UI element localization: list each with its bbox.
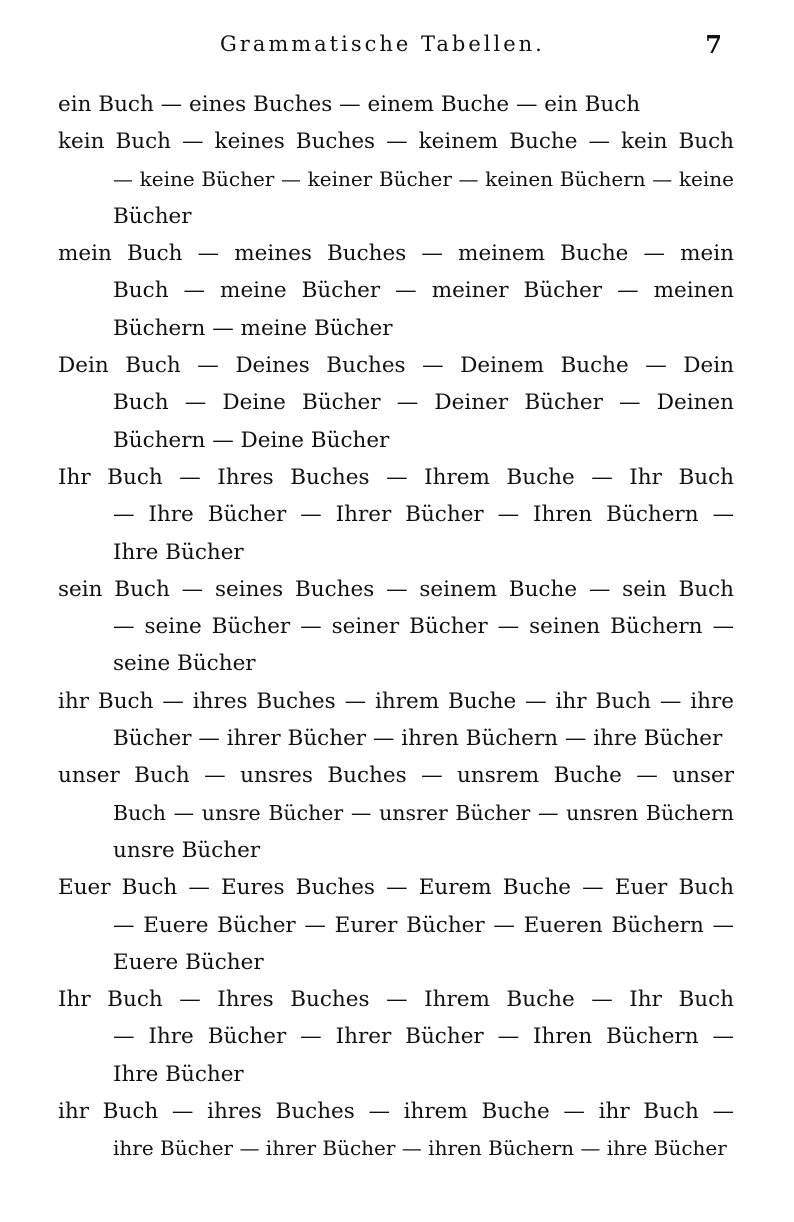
declension-entry <box>58 571 734 683</box>
entry-line: kein Buch — keines Buches — keinem Buche — kein Buch <box>58 129 734 155</box>
entry-continuation-line: unsre Bücher <box>113 837 261 863</box>
entry-continuation-line: seine Bücher <box>113 651 256 677</box>
declension-entry <box>58 123 734 235</box>
page-header <box>0 30 794 64</box>
declension-entry <box>58 86 734 123</box>
entry-continuation-line: Bücher <box>113 203 192 229</box>
declension-entry <box>58 683 734 758</box>
entry-continuation-line: ihre Bücher — ihrer Bücher — ihren Büchern — ihre Bücher <box>113 1136 727 1161</box>
entry-continuation-line: Büchern — meine Bücher <box>113 315 393 341</box>
declension-entry <box>58 869 734 981</box>
declension-entry <box>58 757 734 869</box>
entry-continuation-line: Bücher — ihrer Bücher — ihren Büchern — ihre Bücher <box>113 726 723 752</box>
entry-line: mein Buch — meines Buches — meinem Buche — mein <box>58 241 734 267</box>
entry-continuation-line: Ihre Bücher <box>113 1061 244 1087</box>
entry-continuation-line: — keine Bücher — keiner Bücher — keinen Büchern — keine <box>113 166 734 191</box>
entry-line: ihr Buch — ihres Buches — ihrem Buche — ihr Buch — <box>58 1099 734 1125</box>
entry-line: Dein Buch — Deines Buches — Deinem Buche — Dein <box>58 353 734 379</box>
entry-continuation-line: — Euere Bücher — Eurer Bücher — Eueren Büchern — <box>113 912 734 938</box>
entry-line: ein Buch — eines Buches — einem Buche — ein Buch <box>58 92 641 117</box>
declension-entry <box>58 347 734 459</box>
entry-line: ihr Buch — ihres Buches — ihrem Buche — ihr Buch — ihre <box>58 688 734 714</box>
entry-continuation-line: Euere Bücher <box>113 949 264 975</box>
entry-continuation-line: Buch — Deine Bücher — Deiner Bücher — Deinen <box>113 390 734 416</box>
entry-line: Ihr Buch — Ihres Buches — Ihrem Buche — Ihr Buch <box>58 464 734 490</box>
declension-entry <box>58 981 734 1093</box>
page-number: 7 <box>705 30 722 59</box>
entry-line: Euer Buch — Eures Buches — Eurem Buche — Euer Buch <box>58 875 734 901</box>
running-title: Grammatische Tabellen. <box>220 32 545 56</box>
entry-continuation-line: — Ihre Bücher — Ihrer Bücher — Ihren Büchern — <box>113 1024 734 1050</box>
declension-entry <box>58 235 734 347</box>
entry-continuation-line: Buch — unsre Bücher — unsrer Bücher — unsren Büchern <box>113 800 734 825</box>
entry-continuation-line: — Ihre Bücher — Ihrer Bücher — Ihren Büchern — <box>113 502 734 528</box>
entry-continuation-line: Ihre Bücher <box>113 539 244 565</box>
declension-entry <box>58 1093 734 1168</box>
entry-continuation-line: Buch — meine Bücher — meiner Bücher — meinen <box>113 278 734 304</box>
declension-table <box>58 86 734 1168</box>
entry-line: Ihr Buch — Ihres Buches — Ihrem Buche — Ihr Buch <box>58 987 734 1013</box>
entry-line: sein Buch — seines Buches — seinem Buche — sein Buch <box>58 576 734 602</box>
declension-entry <box>58 459 734 571</box>
entry-continuation-line: — seine Bücher — seiner Bücher — seinen Büchern — <box>113 614 734 640</box>
entry-line: unser Buch — unsres Buches — unsrem Buche — unser <box>58 763 734 789</box>
entry-continuation-line: Büchern — Deine Bücher <box>113 427 390 453</box>
